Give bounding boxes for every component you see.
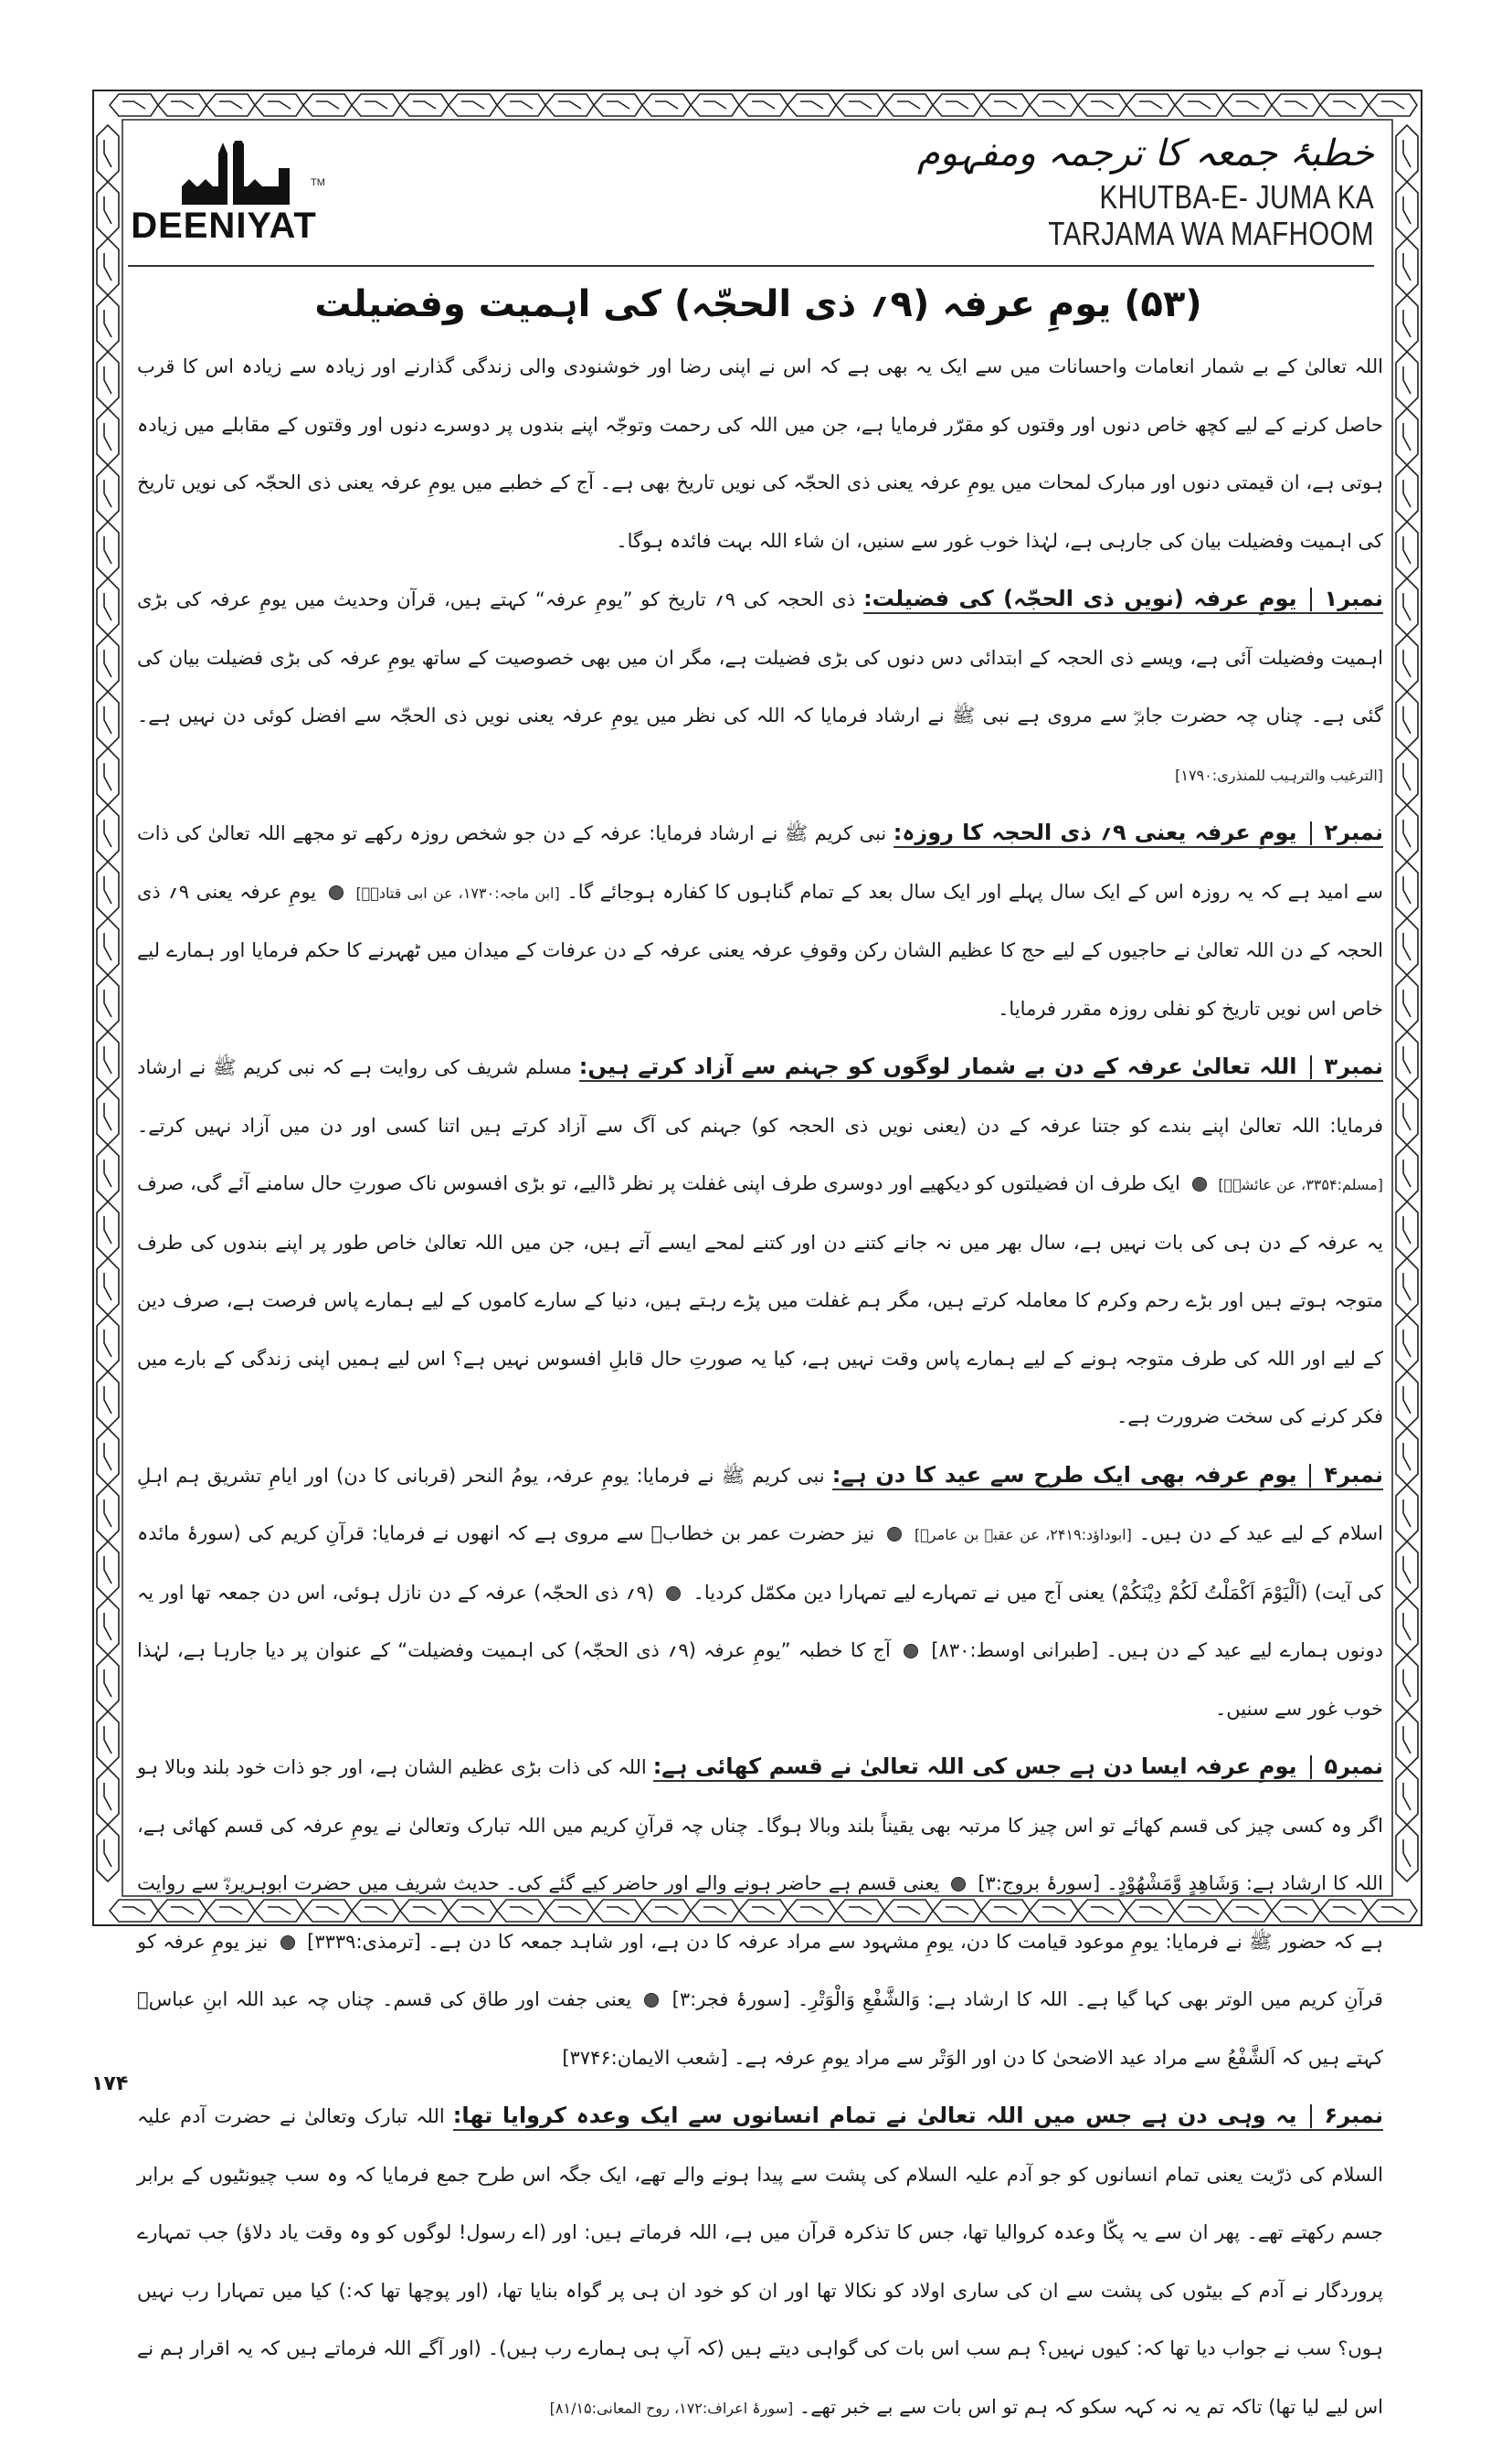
border-left-link [97, 692, 119, 748]
section-heading-text: یومِ عرفہ یعنی ۹؍ ذی الحجہ کا روزہ: [893, 820, 1297, 845]
border-top-link [449, 94, 497, 116]
section-4 [137, 1446, 1383, 1739]
border-left-link [97, 1655, 119, 1711]
page-header [128, 128, 1389, 265]
citation-reference: [الترغیب والترہیب للمنذری:۱۷۹۰] [1175, 766, 1383, 784]
section-number: نمبر۴ [1324, 1461, 1383, 1488]
trademark-label: TM [311, 177, 325, 188]
section-heading-text: یہ وہی دن ہے جس میں اللہ تعالیٰ نے تمام انسانوں سے ایک وعدہ کروایا تھا: [452, 2103, 1297, 2128]
border-right-link [1396, 1032, 1418, 1088]
border-right-link [1396, 522, 1418, 578]
border-right-link [1396, 295, 1418, 352]
citation-reference: [ابن ماجہ:۱۷۳۰، عن ابی قتادہؓ] [355, 884, 560, 902]
section-6 [137, 2087, 1383, 2437]
border-left-link [97, 862, 119, 918]
border-left-link [97, 1768, 119, 1825]
border-top-link [110, 94, 158, 116]
deeniyat-logo [131, 141, 329, 246]
page-number: ۱۷۴ [91, 2072, 129, 2095]
section-continuation-text: یومِ عرفہ یعنی ۹؍ ذی الحجہ کے دن اللہ تعالیٰ نے حاجیوں کے لیے حج کا عظیم الشان رکن وقوفِ عرفہ یعنی عرفہ کے دن عرفات کے میدان میں ٹھہرنے کا حکم فرمایا اور ہمارے لیے خاص اس نویں تاریخ کو نفلی روزہ مقرر فرمایا۔ [137, 880, 1383, 1020]
section-heading-text: یومِ عرفہ بھی ایک طرح سے عید کا دن ہے: [831, 1461, 1297, 1488]
section-continuation-text: نیز حضرت عمر بن خطابؓ سے مروی ہے کہ انھوں نے فرمایا: قرآنِ کریم کی (سورۂ مائدہ کی آیت) (اَلْیَوْمَ اَکْمَلْتُ لَکُمْ دِیْنَکُمْ) یعنی آج میں نے تمہارے لیے تمہارا دین مکمّل کردیا۔ [137, 1522, 1383, 1604]
section-text: مسلم شریف کی روایت ہے کہ نبی کریم ﷺ نے ارشاد فرمایا: اللہ تعالیٰ اپنے بندے کو جتنا عرفہ کے دن (یعنی نویں ذی الحجہ کو) جہنم کی آگ سے آزاد کرتے ہیں اتنا کسی اور دن میں آزاد نہیں کرتے۔ [137, 1056, 1383, 1137]
section-divider-bar [1309, 1464, 1311, 1488]
border-right-link [1396, 1711, 1418, 1768]
border-right-link [1396, 1655, 1418, 1711]
border-right-link [1396, 1768, 1418, 1825]
border-left-link [97, 295, 119, 352]
section-divider-bar [1310, 1055, 1312, 1079]
series-title-block [917, 128, 1374, 252]
section-heading [453, 2103, 1383, 2131]
border-top-link [158, 94, 206, 116]
border-left-link [97, 1428, 119, 1485]
bullet-icon [887, 1527, 902, 1542]
section-continuation-text: نیز یومِ عرفہ کو قرآنِ کریم میں الوتر بھی کہا گیا ہے۔ اللہ کا ارشاد ہے: وَالشَّفْعِ وَالْوَتْرِ۔ [سورۂ فجر:۳] [137, 1930, 1383, 2010]
border-left-link [97, 1258, 119, 1315]
border-right-link [1396, 465, 1418, 522]
section-divider-bar [1310, 2104, 1312, 2128]
border-right-link [1396, 862, 1418, 918]
border-top-link [836, 94, 884, 116]
border-right-link [1396, 692, 1418, 748]
border-right-link [1396, 578, 1418, 635]
border-top-link [1223, 94, 1272, 116]
section-text: نبی کریم ﷺ نے فرمایا: یومِ عرفہ، یومُ النحر (قربانی کا دن) اور ایامِ تشریق ہم اہلِ اسلام کے لیے عید کے دن ہیں۔ [137, 1464, 1383, 1544]
citation-reference: [ابوداؤد:۲۴۱۹، عن عقبہ بن عامرؓ] [914, 1526, 1132, 1543]
article-body [128, 338, 1389, 2437]
border-top-link [1126, 94, 1175, 116]
section-number: نمبر۵ [1324, 1754, 1383, 1779]
section-number: نمبر۶ [1324, 2103, 1383, 2128]
logo-wordmark: DEENIYAT [131, 206, 317, 246]
border-top-link [594, 94, 642, 116]
section-heading [863, 586, 1383, 614]
border-right-link [1396, 635, 1418, 692]
border-right-link [1396, 125, 1418, 182]
section-continuation-text: یعنی قسم ہے حاضر ہونے والے اور حاضر کیے گئے کی۔ حدیث شریف میں حضرت ابوہریرہؓ سے روایت ہے کہ حضور ﷺ نے فرمایا: یومِ موعود قیامت کا دن، یومِ مشہود سے مراد عرفہ کا دن ہے، اور شاہد جمعہ کا دن ہے۔ [ترمذی:۳۳۳۹] [137, 1872, 1383, 1953]
border-left-link [97, 182, 119, 238]
border-left-link [97, 408, 119, 465]
border-left-link [97, 1315, 119, 1372]
urdu-series-title: خطبۂ جمعہ کا ترجمہ ومفہوم [916, 132, 1374, 175]
section-divider-bar [1310, 588, 1312, 611]
border-left-link [97, 1542, 119, 1598]
english-series-title-line1: KHUTBA-E- JUMA KA [1099, 178, 1374, 216]
bullet-icon [329, 885, 344, 900]
section-text: نبی کریم ﷺ نے ارشاد فرمایا: عرفہ کے دن جو شخص روزہ رکھے تو مجھے اللہ تعالیٰ کی ذات سے امید ہے کہ یہ روزہ اس کے ایک سال پہلے اور ایک سال بعد کے تمام گناہوں کا کفارہ ہوجائے گا۔ [137, 822, 1383, 903]
border-left-link [97, 125, 119, 182]
bullet-icon [1192, 1177, 1207, 1192]
border-top-link [884, 94, 933, 116]
border-right-link [1396, 805, 1418, 862]
sections-list [137, 570, 1383, 2437]
border-top-link [1030, 94, 1078, 116]
border-right-link [1396, 748, 1418, 805]
border-left-link [97, 522, 119, 578]
border-top-link [303, 94, 352, 116]
section-divider-bar [1310, 821, 1312, 845]
border-top-link [739, 94, 788, 116]
border-left-link [97, 1485, 119, 1542]
bullet-icon [666, 1586, 681, 1601]
citation-reference: [مسلم:۳۳۵۴، عن عائشہؓ] [1218, 1176, 1383, 1193]
section-continuation-text: یعنی جفت اور طاق کی قسم۔ چناں چہ عبد اللہ ابنِ عباسؓ کہتے ہیں کہ اَلشَّفْعُ سے مراد عید الاضحیٰ کا دن اور الوَتْر سے مراد یومِ عرفہ ہے۔ [شعب الایمان:۳۷۴۶] [137, 1988, 1383, 2069]
border-right-link [1396, 408, 1418, 465]
border-left-link [97, 635, 119, 692]
border-top-link [788, 94, 836, 116]
border-top-link [1320, 94, 1369, 116]
border-left-link [97, 1202, 119, 1258]
border-top-link [1175, 94, 1223, 116]
border-top-link [400, 94, 449, 116]
border-left-link [97, 975, 119, 1032]
header-divider [128, 265, 1374, 267]
intro-paragraph: اللہ تعالیٰ کے بے شمار انعامات واحسانات میں سے ایک یہ بھی ہے کہ اس نے اپنی رضا اور خوشنودی والی زندگی گذارنے اور زیادہ سے زیادہ اس کا قرب حاصل کرنے کے لیے کچھ خاص دنوں اور وقتوں کو مقرّر فرمایا ہے، جن میں اللہ کی رحمت وتوجّہ اپنے بندوں پر دوسرے دنوں اور وقتوں کے مقابلے میں زیادہ ہوتی ہے، ان قیمتی دنوں اور مبارک لمحات میں یومِ عرفہ یعنی ذی الحجّہ کی نویں تاریخ بھی ہے۔ آج کے خطبے میں یومِ عرفہ یعنی ذی الحجّہ کی نویں تاریخ کی اہمیت وفضیلت بیان کی جارہی ہے، لہٰذا خوب غور سے سنیں، ان شاء اللہ بہت فائدہ ہوگا۔ [137, 355, 1383, 552]
section-3 [137, 1038, 1383, 1446]
border-right-link [1396, 1428, 1418, 1485]
border-right-link [1396, 352, 1418, 408]
section-text: ذی الحجہ کی ۹؍ تاریخ کو ”یومِ عرفہ“ کہتے ہیں، قرآن وحدیث میں یومِ عرفہ کی بڑی اہمیت وفضیلت آئی ہے، ویسے ذی الحجہ کے ابتدائی دس دنوں کی بڑی فضیلت ہے، مگر ان میں بھی خصوصیت کے ساتھ یومِ عرفہ کی بڑی فضیلت بیان کی گئی ہے۔ چناں چہ حضرت جابرؓ سے مروی ہے نبی ﷺ نے ارشاد فرمایا کہ اللہ کی نظر میں یومِ عرفہ یعنی نویں ذی الحجّہ سے افضل کوئی دن نہیں ہے۔ [137, 588, 1383, 726]
border-left-link [97, 238, 119, 295]
section-continuation-text: (۹؍ ذی الحجّہ) عرفہ کے دن نازل ہوئی، اس دن جمعہ تھا اور یہ دونوں ہمارے لیے عید کے دن ہیں۔ [طبرانی اوسط:۸۳۰] [137, 1581, 1383, 1661]
border-right-link [1396, 1598, 1418, 1655]
border-left-link [97, 1372, 119, 1428]
section-heading [893, 820, 1383, 848]
border-top-link [545, 94, 594, 116]
section-text: اللہ تبارک وتعالیٰ نے حضرت آدم علیہ السلام کی ذرّیت یعنی تمام انسانوں کو جو آدم علیہ السلام کی پشت سے پیدا ہونے والے تھے، ایک جگہ اس طرح جمع فرمایا کہ وہ سب چیونٹیوں کے برابر جسم رکھتے تھے۔ پھر ان سے یہ پکّا وعدہ کروالیا تھا، جس کا تذکرہ قرآن میں ہے، اللہ فرماتے ہیں: اور (اے رسول! لوگوں کو وہ وقت یاد دلاؤ) جب تمہارے پروردگار نے آدم کے بیٹوں کی پشت سے ان کی ساری اولاد کو نکالا تھا اور ان کو خود ان ہی پر گواہ بنایا تھا، (اور پوچھا تھا کہ:) کیا میں تمہارا رب نہیں ہوں؟ سب نے جواب دیا تھا کہ: کیوں نہیں؟ ہم سب اس بات کی گواہی دیتے ہیں (کہ آپ ہی ہمارے رب ہیں)۔ (اور آگے اللہ فرماتے ہیں کہ یہ اقرار ہم نے اس لیے لیا تھا) تاکہ تم یہ نہ کہہ سکو کہ ہم تو اس بات سے بے خبر تھے۔ [137, 2105, 1383, 2418]
border-left-link [97, 1145, 119, 1202]
section-1 [137, 570, 1383, 804]
border-right-link [1396, 238, 1418, 295]
section-continuation-text: آج کا خطبہ ”یومِ عرفہ (۹؍ ذی الحجّہ) کی اہمیت وفضیلت“ کے عنوان پر دیا جارہا ہے، لہٰذا خوب غور سے سنیں۔ [137, 1639, 1383, 1720]
section-text: اللہ کی ذات بڑی عظیم الشان ہے، اور جو ذات خود بلند وبالا ہو اگر وہ کسی چیز کی قسم کھائے تو اس چیز کا مرتبہ بھی یقیناً بلند وبالا ہوگا۔ چناں چہ قرآنِ کریم میں اللہ تبارک وتعالیٰ نے یومِ عرفہ کی قسم کھائی ہے، اللہ کا ارشاد ہے: وَشَاهِدٍ وَّمَشْهُوْدٍ۔ [سورۂ بروج:۳] [137, 1756, 1383, 1894]
border-top-link [206, 94, 255, 116]
border-right-link [1396, 1258, 1418, 1315]
border-top-link [1272, 94, 1320, 116]
mosque-minaret-icon [169, 141, 306, 207]
border-left-link [97, 805, 119, 862]
section-heading [832, 1462, 1383, 1490]
border-top-link [352, 94, 400, 116]
border-right-link [1396, 1088, 1418, 1145]
section-heading [653, 1754, 1383, 1782]
border-right-link [1396, 918, 1418, 975]
section-continuation-text: ایک طرف ان فضیلتوں کو دیکھیے اور دوسری طرف اپنی غفلت پر نظر ڈالیے، تو بڑی افسوس ناک صورتِ حال سامنے آئے گی، صرف یہ عرفہ کے دن ہی کی بات نہیں ہے، سال بھر میں نہ جانے کتنے دن اور کتنے لمحے ایسے آتے ہیں، جن میں اللہ تعالیٰ خاص طور پر اپنے بندوں کی طرف متوجہ ہوتے ہیں اور بڑے رحم وکرم کا معاملہ کرتے ہیں، مگر ہم غفلت میں پڑے رہتے ہیں، دنیا کے سارے کاموں کے لیے ہمارے پاس فرصت ہے، صرف دین کے لیے اور اللہ کی طرف متوجہ ہونے کے لیے ہمارے پاس وقت نہیں ہے، کیا یہ صورتِ حال قابلِ افسوس نہیں ہے؟ اس لیے ہمیں اپنی زندگی کے بارے میں فکر کرنے کی سخت ضرورت ہے۔ [137, 1172, 1383, 1427]
border-right-link [1396, 182, 1418, 238]
section-5 [137, 1738, 1383, 2087]
citation-reference: [سورۂ اعراف:۱۷۲، روح المعانی:۸۱/۱۵] [549, 2399, 794, 2417]
border-left-link [97, 1825, 119, 1881]
border-top-link [981, 94, 1030, 116]
border-top-link [642, 94, 691, 116]
page-title: (۵۳) یومِ عرفہ (۹؍ ذی الحجّہ) کی اہمیت وفضیلت [314, 283, 1202, 325]
section-divider-bar [1310, 1755, 1312, 1779]
border-left-link [97, 1088, 119, 1145]
border-left-link [97, 1032, 119, 1088]
border-top-link [1078, 94, 1126, 116]
border-left-link [97, 748, 119, 805]
section-heading-text: یومِ عرفہ (نویں ذی الحجّہ) کی فضیلت: [863, 586, 1297, 611]
bullet-icon [951, 1877, 966, 1891]
border-left-link [97, 578, 119, 635]
section-number: نمبر۳ [1324, 1054, 1383, 1079]
page-content [128, 128, 1389, 2437]
border-right-link [1396, 1315, 1418, 1372]
section-number: نمبر۲ [1324, 820, 1383, 845]
border-top-link [255, 94, 303, 116]
border-right-link [1396, 1485, 1418, 1542]
border-left-link [97, 465, 119, 522]
border-top-link [691, 94, 739, 116]
section-heading-text: یومِ عرفہ ایسا دن ہے جس کی اللہ تعالیٰ نے قسم کھائی ہے: [652, 1754, 1297, 1779]
bullet-icon [904, 1644, 918, 1658]
border-top-link [933, 94, 981, 116]
english-series-title-line2: TARJAMA WA MAFHOOM [1048, 215, 1374, 252]
border-top-link [1369, 94, 1417, 116]
section-heading [579, 1054, 1383, 1082]
border-right-link [1396, 1542, 1418, 1598]
section-heading-text: اللہ تعالیٰ عرفہ کے دن بے شمار لوگوں کو جہنم سے آزاد کرتے ہیں: [578, 1054, 1297, 1079]
section-2 [137, 804, 1383, 1038]
border-top-link [497, 94, 545, 116]
border-right-link [1396, 1145, 1418, 1202]
border-left-link [97, 1711, 119, 1768]
border-right-link [1396, 975, 1418, 1032]
bullet-icon [280, 1935, 295, 1950]
border-left-link [97, 352, 119, 408]
border-left-link [97, 1598, 119, 1655]
border-right-link [1396, 1825, 1418, 1881]
border-right-link [1396, 1202, 1418, 1258]
section-number: نمبر۱ [1324, 586, 1384, 611]
bullet-icon [644, 1993, 659, 2008]
border-left-link [97, 918, 119, 975]
border-right-link [1396, 1372, 1418, 1428]
